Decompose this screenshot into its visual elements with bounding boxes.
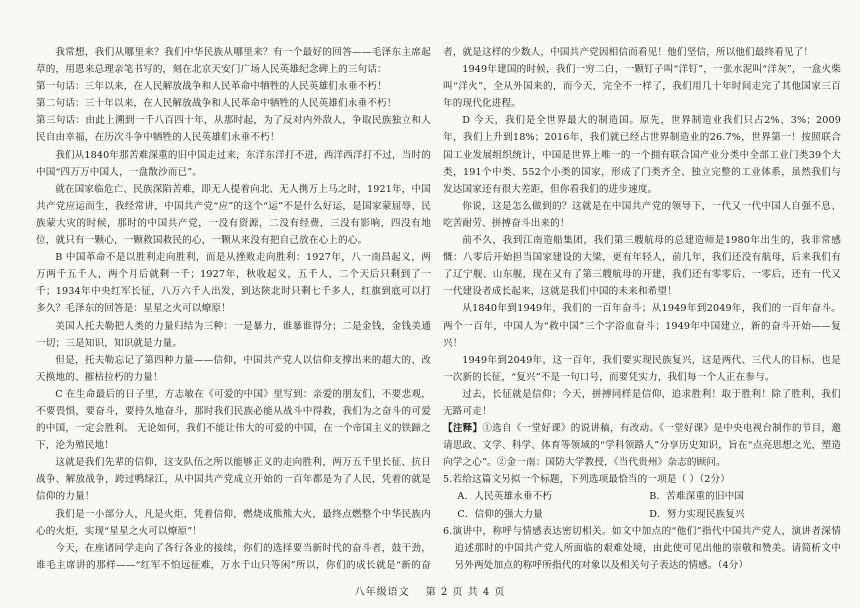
left-paragraph: 这就是我们先辈的信仰，这支队伍之所以能够正义的走向胜利，两万五千里长征、抗日战争、解放战争，跨过鸭绿江，从中国共产党成立开始的一百年都是为了人民，凭着的就是信仰的力量！ [36,457,431,503]
left-paragraph: 我常想，我们从哪里来？我们中华民族从哪里来？有一个最好的回答——毛泽东主席起草的，用恩来总理亲笔书写的，刻在北京天安门广场人民英雄纪念碑上的三句话： [36,47,431,76]
note [443,420,841,471]
right-paragraph: 过去，长征就是信仰；今天，拼搏同样是信仰，追求胜利！取于胜利！除了胜利，我们无路可走！ [443,388,841,417]
left-paragraph: B 中国革命不是以胜利走向胜利，而是从挫败走向胜利：1927年，八一南昌起义，两万两千五千人，两个月后就剩一千；1927年，秋收起义，五千人，二个天后只剩到了一千；1934年中央红军长征，八万六千人出发，到达陕北时只剩七千多人，红旗到底可以打多久？毛泽东的回答是：星星之火可以燎原！ [36,252,431,315]
right-passage [443,44,841,420]
right-paragraph: 前不久，我到江南造船集团，我们第三艘航母的总建造师是1980年出生的，我非常感慨：八零后开始担当国家建设的大梁，更有年轻人，前几年，我们还没有航母，后来我们有了辽宁舰、山东舰，现在又有了第三艘航母的开建，我们还有零零后、一零后，还有一代又一代建设者成长起来，这就是我们中国的未来和希望！ [443,235,841,298]
left-paragraph: 第三句话：由此上溯到一千八百四十年，从那时起，为了反对内外敌人，争取民族独立和人民自由幸福，在历次斗争中牺牲的人民英雄们永垂不朽！ [36,115,431,144]
option-b: B．苦难深重的旧中国 [649,491,745,503]
right-paragraph: 从1840年到1949年，我们的一百年奋斗；从1949年到2049年，我们的一百年奋斗。两个一百年，中国人为“救中国”三个字浴血奋斗；1949年中国建立，新的奋斗开始——复兴！ [443,303,841,349]
left-paragraph: 美国人托夫勒把人类的力量归结为三种：一是暴力，谁暴谁得分；二是金钱，金钱美通一切；三是知识，知识就是力量。 [36,320,431,349]
note-text: ①选自《一堂好课》的说讲稿，有改动。《一堂好课》是中央电视台制作的节目，邀请思政、文学、科学、体育等领域的“学科领路人”分享历史知识，旨在“点亮思想之光，塑造向学之心”。②金一南：国防大学教授，《当代贵州》杂志的顾问。 [443,423,841,469]
option-a: A．人民英雄永垂不朽 [457,491,553,503]
left-paragraph: 第二句话：三十年以来，在人民解放战争和人民革命中牺牲的人民英雄们永垂不朽！ [36,98,397,110]
question-5: 5.若给这篇文另拟一个标题，下列选项最恰当的一项是（ ）（2分） [443,474,730,486]
left-paragraph: 就在国家临危亡、民族深陷苦难，即无人提着向北、无人携万上马之时，1921年，中国共产党应运而生，我经常讲，中国共产党“应”的这个“运”不是什么好运，是国家蒙屈辱、民族蒙大灾的时候，那时的中国共产党，一没有资源，二没有经费，三没有影响，四没有地位，就只有一颗心，一颗救国救民的心，一颗从来没有把自己放在心上的心。 [36,183,431,247]
left-paragraph: 我们从1840年那苦难深重的旧中国走过来，东洋东洋打不进，西洋西洋打不过，当时的中国“四万万中国人，一盘散沙而已”。 [36,149,431,178]
right-paragraph: D 今天，我们是全世界最大的制造国。原先，世界制造业我们只占2%、3%；2009年，我们上升到18%；2016年，我们就已经占世界制造业的26.7%，世界第一！按照联合国工业发展组织统计，中国是世界上唯一的一个拥有联合国产业分类中全部工业门类39个大类，191个中类、552个小类的国家，形成了门类齐全、独立完整的工业体系，虽然我们与发达国家还有很大差距，但你看我们的进步速度。 [443,115,841,195]
note-label: 【注释】 [443,423,483,435]
left-paragraph: C 在生命最后的日子里，方志敏在《可爱的中国》里写到：亲爱的朋友们，不要悲观，不要畏惧，要奋斗，要持久地奋斗，那时我们民族必能从战斗中得救，我们为之奋斗的可爱的中国，一定会胜利。 无论如何，我们不能让伟大的可爱的中国，在一个帝国主义的铁蹄之下，沦为殖民地！ [36,388,431,452]
option-d: D．努力实现民族复兴 [649,508,745,520]
right-paragraph: 你说，这是怎么做到的？这就是在中国共产党的领导下，一代又一代中国人自强不息、吃苦耐劳、拼搏奋斗出来的！ [443,200,841,229]
left-paragraph: 我们是一小部分人，凡是火炬，凭着信仰，燃烧成熊熊大火，最终点燃整个中华民族内心的火炬，实现“星星之火可以燎原”！ [36,508,431,537]
page-footer [0,583,860,598]
footer-subject: 八年级语文 [354,587,410,598]
option-c: C．信仰的强大力量 [457,508,543,520]
footer-page: 第 2 页 共 4 页 [425,587,506,598]
right-paragraph: 1949年建国的时候，我们一穷二白，一颗钉子叫“洋钉”，一张水泥叫“洋灰”，一盒火柴叫“洋火”，全从外国来的，而今天，完全不一样了，我们用几十年时间走完了其他国家三百年的现代化进程。 [443,64,841,110]
left-paragraph: 第一句话：三年以来，在人民解放战争和人民革命中牺牲的人民英雄们永垂不朽！ [36,81,387,93]
right-paragraph: 1949年到2049年，这一百年，我们要实现民族复兴，这是两代、三代人的目标，也是一次新的长征，“复兴”不是一句口号，而要凭实力，我们每一个人正在参与。 [443,354,841,383]
question-5-options [443,488,841,522]
question-6: 6.演讲中，称呼与情感表达密切相关。如文中加点的“他们”指代中国共产党人，演讲者深情追述那时的中国共产党人所面临的艰难处境，由此使可见出他的崇敬和赞美。请简析文中另外两处加点的称呼所指代的对象以及相关句子表达的情感。（4分） [443,525,841,571]
left-paragraph: 但是，托夫勒忘记了第四种力量——信仰，中国共产党人以信仰支撑出来的超大的、改天换地的、摧枯拉朽的力量！ [36,354,431,383]
right-paragraph: 者，就是这样的少数人，中国共产党因相信而看见！他们坚信，所以他们最终看见了！ [443,47,814,58]
right-column [443,44,841,572]
left-column [36,44,431,572]
left-paragraph: 今天，在座诸同学走向了各行各业的接续，你们的选择要当新时代的奋斗者，鼓干劲，谁毛主席讲的那样——“红军不怕远征难，万水千山只等闲”所以，你们的成长就是“新的奋 [36,542,431,571]
